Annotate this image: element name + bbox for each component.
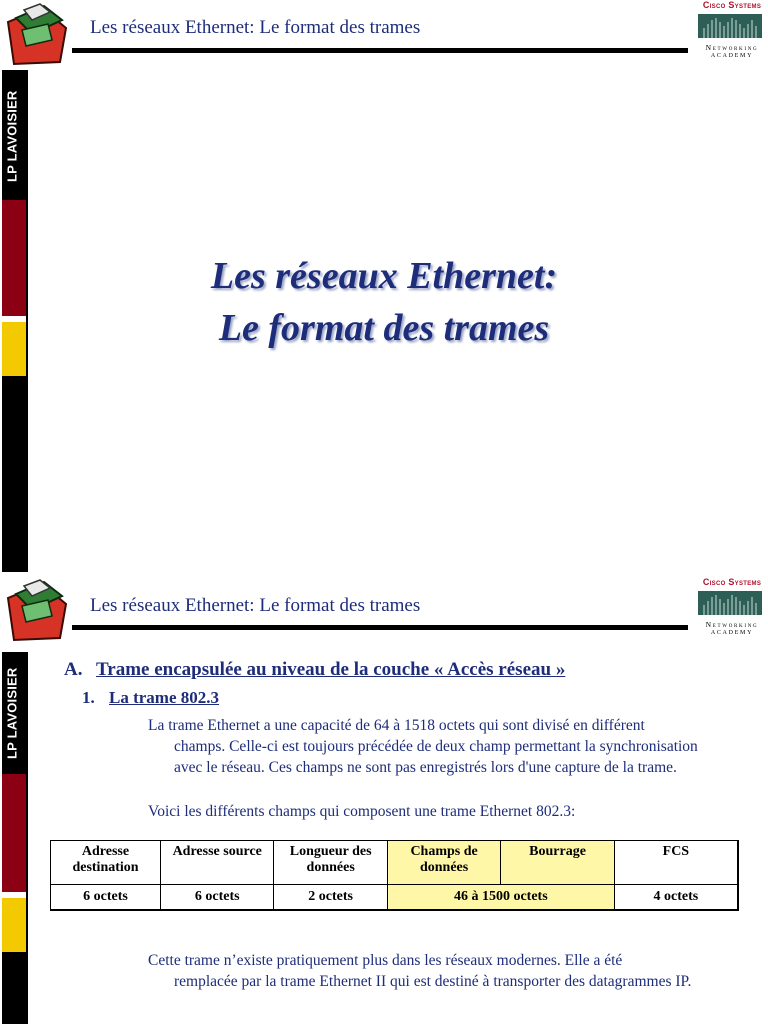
paragraph-intro-rest: champs. Celle-ci est toujours précédée de deux champ permettant la synchronisation avec le réseau. Ces champs ne sont pas enregistrés lors d'une capture de la trame. <box>174 738 698 776</box>
table-cell: 6 octets <box>51 885 161 911</box>
slide-title-line1: Les réseaux Ethernet: <box>210 255 558 297</box>
table-cell: 2 octets <box>274 885 387 911</box>
paragraph-conclusion-rest: remplacée par la trame Ethernet II qui est destiné à transporter des datagrammes IP. <box>174 973 692 990</box>
cisco-bridge-icon <box>698 587 766 615</box>
header-title: Les réseaux Ethernet: Le format des trames <box>90 595 421 616</box>
table-cell: Longueur des données <box>274 841 387 885</box>
table-cell: FCS <box>614 841 738 885</box>
cisco-systems-text: Cisco Systems <box>702 0 762 10</box>
frame-table <box>50 840 739 911</box>
band-label: LP LAVOISIER <box>4 90 20 182</box>
subsection-heading <box>82 688 219 708</box>
slide-2 <box>0 574 768 1024</box>
cisco-academy-logo <box>698 0 766 70</box>
cisco-bridge-icon <box>698 10 766 38</box>
paragraph-intro-first: La trame Ethernet a une capacité de 64 à 1518 octets qui sont divisé en différent <box>148 717 645 734</box>
paragraph-conclusion <box>148 950 718 992</box>
slide-title-line2: Le format des trames <box>218 307 550 349</box>
table-row <box>51 885 739 911</box>
table-cell: 4 octets <box>614 885 738 911</box>
section-title: Trame encapsulée au niveau de la couche « Accès réseau » <box>96 659 566 680</box>
paragraph-fields: Voici les différents champs qui composent une trame Ethernet 802.3: <box>148 803 576 820</box>
band-rule <box>26 652 28 1024</box>
paragraph-conclusion-first: Cette trame n’existe pratiquement plus dans les réseaux modernes. Elle a été <box>148 952 623 969</box>
folder-logo-icon <box>2 576 72 644</box>
band-label: LP LAVOISIER <box>4 667 20 759</box>
subsection-number: 1. <box>82 688 95 707</box>
folder-logo-icon <box>2 0 72 68</box>
table-cell: 6 octets <box>161 885 274 911</box>
table-cell: Bourrage <box>501 841 614 885</box>
header-rule <box>72 48 688 53</box>
table-cell: Champs de données <box>387 841 500 885</box>
academy-text: ACADEMY <box>710 630 754 636</box>
table-cell: 46 à 1500 octets <box>387 885 614 911</box>
section-heading <box>64 659 565 681</box>
table-cell: Adresse destination <box>51 841 161 885</box>
paragraph-intro <box>148 715 718 778</box>
networking-text: Networking <box>705 43 759 52</box>
cisco-systems-text: Cisco Systems <box>702 577 762 587</box>
table-header-row <box>51 841 739 885</box>
academy-text: ACADEMY <box>710 53 754 59</box>
header-rule <box>72 625 688 630</box>
networking-text: Networking <box>705 620 759 629</box>
cisco-academy-logo <box>698 577 766 647</box>
header-title: Les réseaux Ethernet: Le format des trames <box>90 17 421 38</box>
subsection-title: La trame 802.3 <box>109 688 220 707</box>
table-cell: Adresse source <box>161 841 274 885</box>
section-number: A. <box>64 659 83 680</box>
slide-title <box>0 250 768 354</box>
